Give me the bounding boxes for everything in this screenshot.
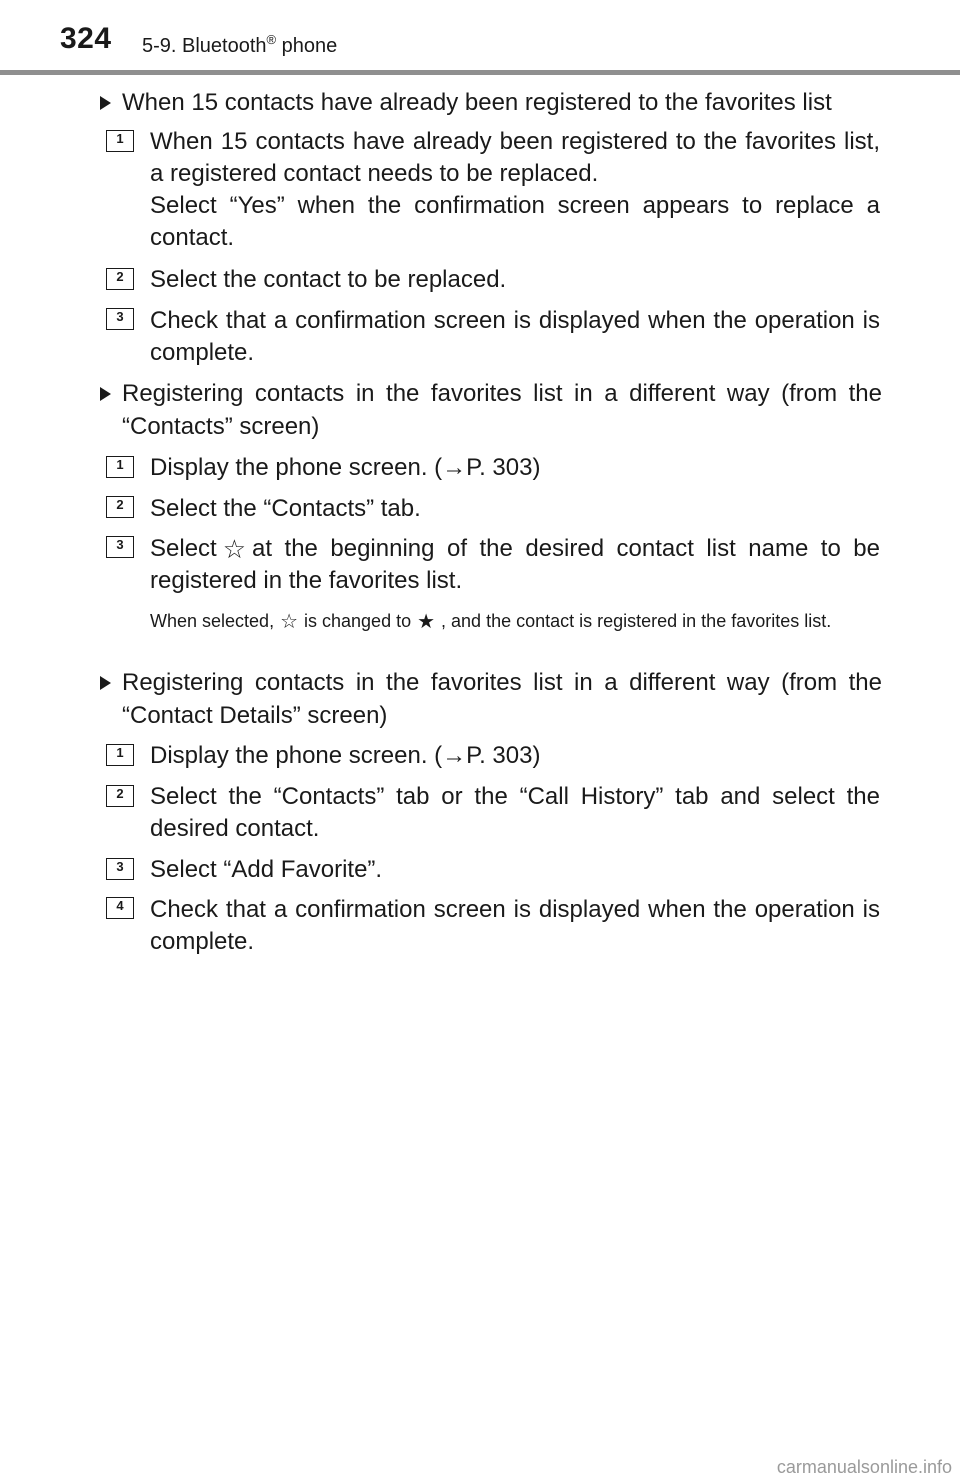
block1-step-2: Select the contact to be replaced.: [150, 266, 507, 293]
page-number: 324: [60, 22, 112, 55]
section-suffix: phone: [276, 35, 338, 57]
step-number: 3: [106, 536, 134, 558]
block1-step-3: Check that a confirmation screen is displayed when the operation is complete.: [150, 307, 880, 366]
step-number: 2: [106, 785, 134, 807]
star-outline-icon: ☆: [280, 611, 299, 633]
bullet-triangle-icon: [100, 676, 111, 690]
bullet-triangle-icon: [100, 387, 111, 401]
step-number: 3: [106, 858, 134, 880]
block1-step-1: [150, 126, 880, 254]
page-header: [0, 0, 960, 76]
section-title: [142, 32, 337, 58]
registered-mark: ®: [266, 32, 277, 47]
step-number: 1: [106, 130, 134, 152]
header-rule: [0, 70, 960, 75]
block2-step-1: Display the phone screen. (→P. 303): [150, 454, 541, 481]
step-number: 4: [106, 897, 134, 919]
block2-step-2: Select the “Contacts” tab.: [150, 495, 421, 522]
watermark: carmanualsonline.info: [776, 1457, 952, 1477]
bullet-triangle-icon: [100, 96, 111, 110]
block3-title: Registering contacts in the favorites list in a different way (from the “Contact Details” screen): [122, 666, 882, 732]
block3-step-4: Check that a confirmation screen is displayed when the operation is complete.: [150, 896, 880, 955]
block3-step-3: Select “Add Favorite”.: [150, 856, 383, 883]
block2-note: When selected, ☆ is changed to ★ , and the contact is registered in the favorites list.: [150, 611, 832, 633]
step-number: 1: [106, 744, 134, 766]
star-outline-icon: ☆: [222, 534, 247, 564]
step-number: 3: [106, 308, 134, 330]
block3-step-2: Select the “Contacts” tab or the “Call History” tab and select the desired contact.: [150, 783, 880, 842]
block2-step-3: Select ☆ at the beginning of the desired contact list name to be registered in the favorites list.: [150, 534, 880, 594]
star-filled-icon: ★: [417, 611, 436, 633]
step-number: 1: [106, 456, 134, 478]
block1-title: When 15 contacts have already been registered to the favorites list: [122, 86, 882, 119]
step-number: 2: [106, 268, 134, 290]
step-text: When 15 contacts have already been registered to the favorites list, a registered contact needs to be replaced.: [150, 128, 880, 187]
block3-step-1: Display the phone screen. (→P. 303): [150, 742, 541, 769]
step-number: 2: [106, 496, 134, 518]
section-prefix: 5-9. Bluetooth: [142, 35, 267, 57]
step-text: Select “Yes” when the confirmation screen appears to replace a contact.: [150, 192, 880, 251]
block2-title: Registering contacts in the favorites list in a different way (from the “Contacts” screen): [122, 377, 882, 443]
